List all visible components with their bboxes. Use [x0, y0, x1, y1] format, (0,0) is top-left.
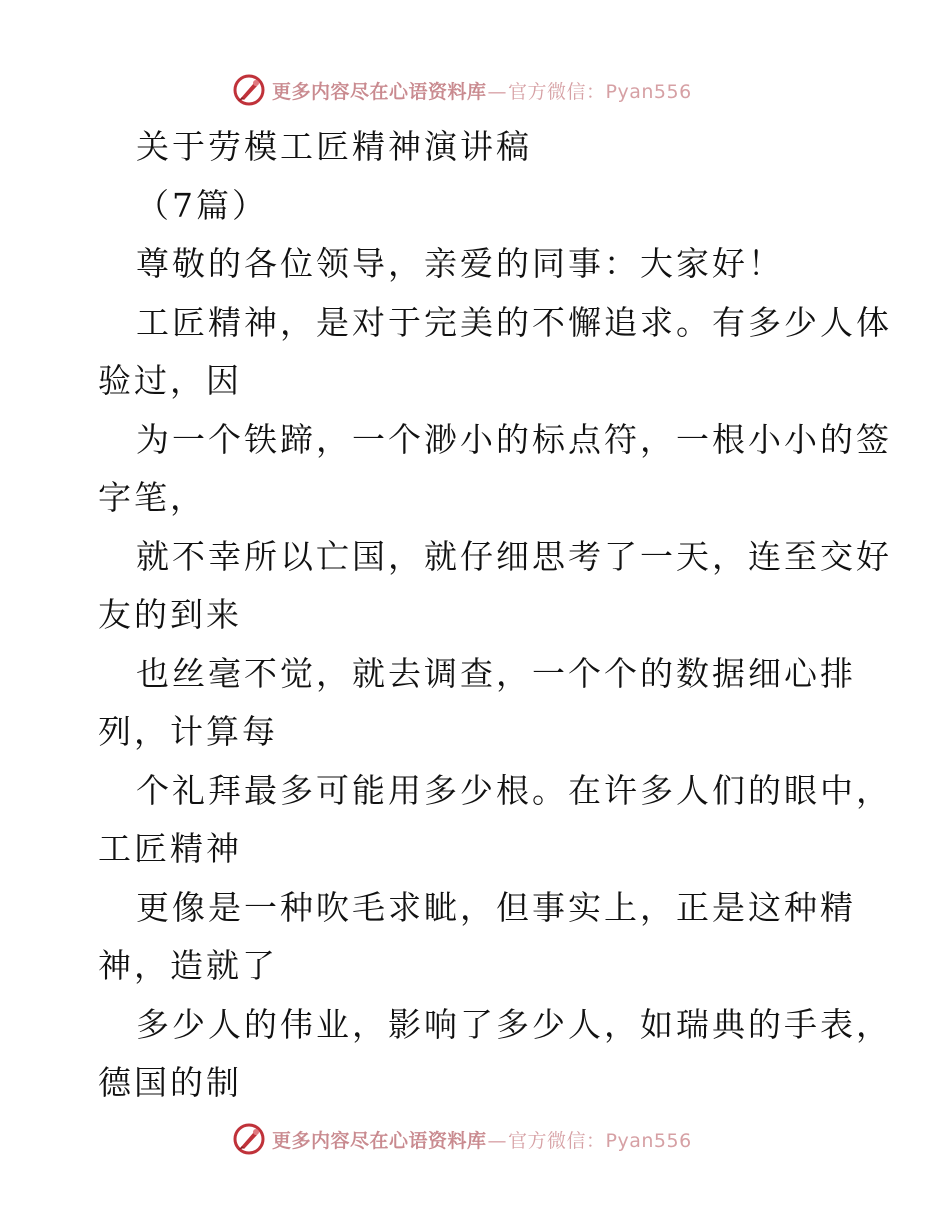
banner-text — [272, 77, 692, 104]
header-watermark-banner — [232, 70, 752, 110]
paragraph-line: 字笔， — [98, 478, 206, 517]
banner-dash: — — [487, 80, 508, 103]
paragraph-line: 德国的制 — [98, 1063, 242, 1102]
banner-text — [272, 1126, 692, 1153]
paragraph-line: 友的到来 — [98, 595, 242, 634]
paragraph-line: 个礼拜最多可能用多少根。在许多人们的眼中， — [136, 770, 892, 810]
paragraph-line: 尊敬的各位领导，亲爱的同事：大家好！ — [136, 244, 784, 283]
paragraph-line: 多少人的伟业，影响了多少人，如瑞典的手表， — [136, 1004, 892, 1044]
banner-dash: — — [487, 1129, 508, 1152]
paragraph-line: 就不幸所以亡国，就仔细思考了一天，连至交好 — [136, 536, 892, 576]
pen-circle-logo-icon — [232, 1122, 266, 1156]
pen-circle-logo-icon — [232, 73, 266, 107]
document-title: 关于劳模工匠精神演讲稿 — [136, 127, 532, 166]
banner-wechat-text: 官方微信：Pyan556 — [508, 1129, 692, 1152]
paragraph-line: 为一个铁蹄，一个渺小的标点符，一根小小的签 — [136, 419, 892, 459]
paragraph-line: 神，造就了 — [98, 946, 278, 985]
paragraph-line: 验过，因 — [98, 361, 242, 400]
document-body — [98, 118, 892, 1113]
banner-main-text: 更多内容尽在心语资料库 — [272, 1129, 487, 1152]
paragraph-line: 工匠精神，是对于完美的不懈追求。有多少人体 — [136, 302, 892, 342]
document-subtitle: （7篇） — [136, 185, 268, 225]
banner-main-text: 更多内容尽在心语资料库 — [272, 80, 487, 103]
paragraph-line: 工匠精神 — [98, 829, 242, 868]
paragraph-line: 列，计算每 — [98, 712, 278, 751]
paragraph-line: 也丝毫不觉，就去调查，一个个的数据细心排 — [136, 653, 856, 693]
banner-wechat-text: 官方微信：Pyan556 — [508, 80, 692, 103]
paragraph-line: 更像是一种吹毛求眦，但事实上，正是这种精 — [136, 887, 856, 927]
footer-watermark-banner — [232, 1119, 752, 1159]
